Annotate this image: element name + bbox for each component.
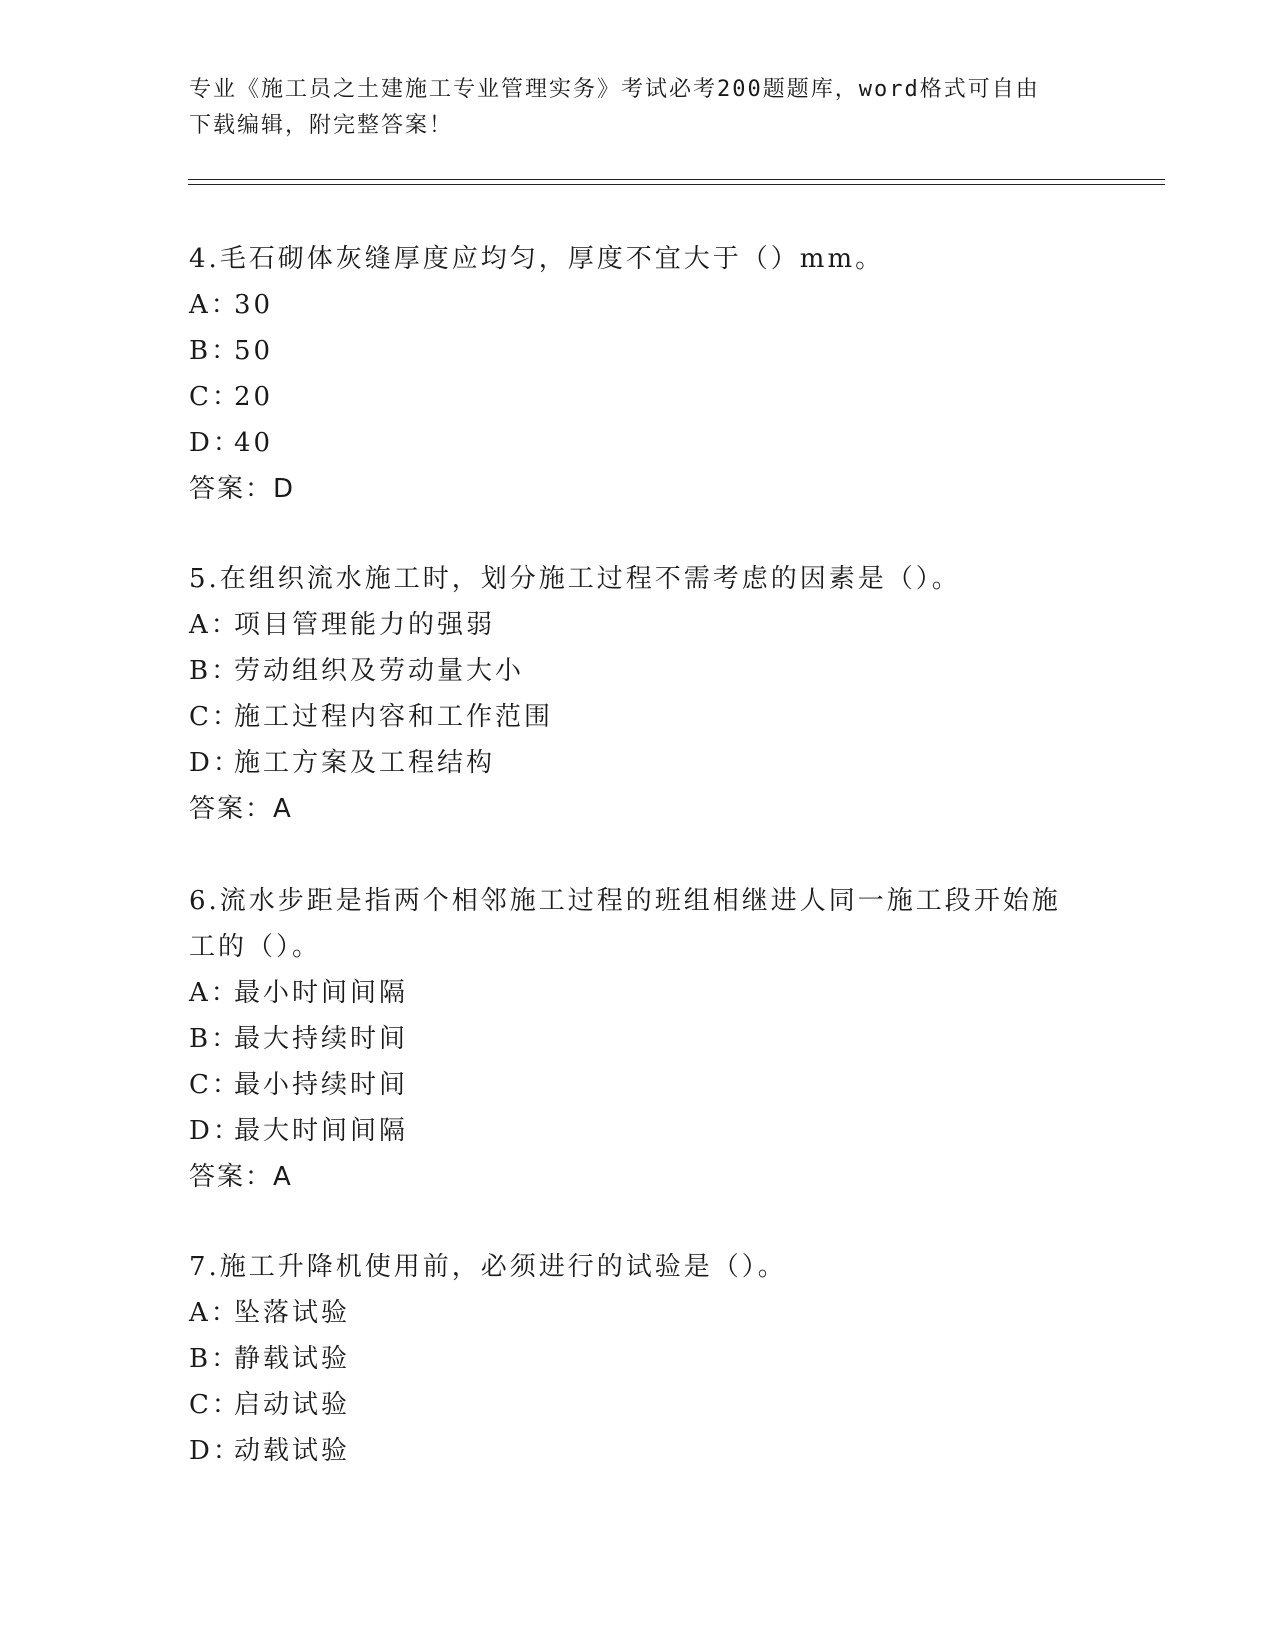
document-header — [189, 72, 1089, 144]
question-stem: 4.毛石砌体灰缝厚度应均匀，厚度不宜大于（）mm。 — [189, 244, 885, 274]
option-c — [189, 1062, 1089, 1108]
option-key: A： — [189, 1298, 240, 1328]
option-d — [189, 1428, 1089, 1474]
option-b — [189, 648, 1089, 694]
option-text: 最小时间间隔 — [234, 978, 409, 1008]
option-key: D： — [189, 1116, 242, 1146]
option-key: C： — [189, 1390, 241, 1420]
option-a — [189, 970, 1089, 1016]
question-5 — [189, 556, 1089, 832]
option-text: 20 — [234, 382, 274, 412]
option-key: A： — [189, 290, 240, 320]
header-divider-top — [188, 179, 1165, 180]
option-text: 50 — [234, 336, 274, 366]
option-a — [189, 602, 1089, 648]
option-text: 40 — [234, 428, 274, 458]
option-a — [189, 1290, 1089, 1336]
option-d — [189, 1108, 1089, 1154]
option-text: 劳动组织及劳动量大小 — [234, 656, 525, 686]
question-7 — [189, 1244, 1089, 1474]
option-text: 施工过程内容和工作范围 — [234, 702, 554, 732]
answer-line: 答案：A — [189, 1162, 293, 1192]
answer-line: 答案：D — [189, 474, 296, 504]
option-key: C： — [189, 1070, 241, 1100]
option-text: 施工方案及工程结构 — [234, 748, 496, 778]
option-text: 坠落试验 — [234, 1298, 351, 1328]
option-c — [189, 1382, 1089, 1428]
question-stem-line-1: 6.流水步距是指两个相邻施工过程的班组相继进人同一施工段开始施 — [189, 886, 1061, 916]
option-c — [189, 694, 1089, 740]
option-text: 最大持续时间 — [234, 1024, 409, 1054]
header-line-1: 专业《施工员之土建施工专业管理实务》考试必考200题题库，word格式可自由 — [189, 77, 1040, 102]
option-text: 静载试验 — [234, 1344, 351, 1374]
option-key: D： — [189, 428, 242, 458]
option-key: A： — [189, 978, 240, 1008]
option-text: 项目管理能力的强弱 — [234, 610, 496, 640]
header-divider-bottom — [188, 184, 1165, 185]
option-key: C： — [189, 702, 241, 732]
option-d — [189, 740, 1089, 786]
option-key: B： — [189, 336, 241, 366]
option-b — [189, 1336, 1089, 1382]
option-key: B： — [189, 1344, 241, 1374]
option-text: 动载试验 — [234, 1436, 351, 1466]
option-key: B： — [189, 656, 241, 686]
option-b — [189, 1016, 1089, 1062]
option-text: 最小持续时间 — [234, 1070, 409, 1100]
question-stem: 7.施工升降机使用前，必须进行的试验是（）。 — [189, 1252, 787, 1282]
option-d — [189, 420, 1089, 466]
option-text: 30 — [234, 290, 274, 320]
option-key: D： — [189, 1436, 242, 1466]
question-4 — [189, 236, 1089, 512]
header-line-2: 下载编辑，附完整答案！ — [189, 113, 454, 138]
question-stem: 5.在组织流水施工时，划分施工过程不需考虑的因素是（）。 — [189, 564, 961, 594]
question-6 — [189, 878, 1089, 1200]
option-text: 启动试验 — [234, 1390, 351, 1420]
option-key: C： — [189, 382, 241, 412]
answer-line: 答案：A — [189, 794, 293, 824]
option-c — [189, 374, 1089, 420]
option-a — [189, 282, 1089, 328]
question-stem-line-2: 工的（）。 — [189, 932, 322, 962]
option-key: D： — [189, 748, 242, 778]
option-b — [189, 328, 1089, 374]
option-key: B： — [189, 1024, 241, 1054]
option-text: 最大时间间隔 — [234, 1116, 409, 1146]
option-key: A： — [189, 610, 240, 640]
